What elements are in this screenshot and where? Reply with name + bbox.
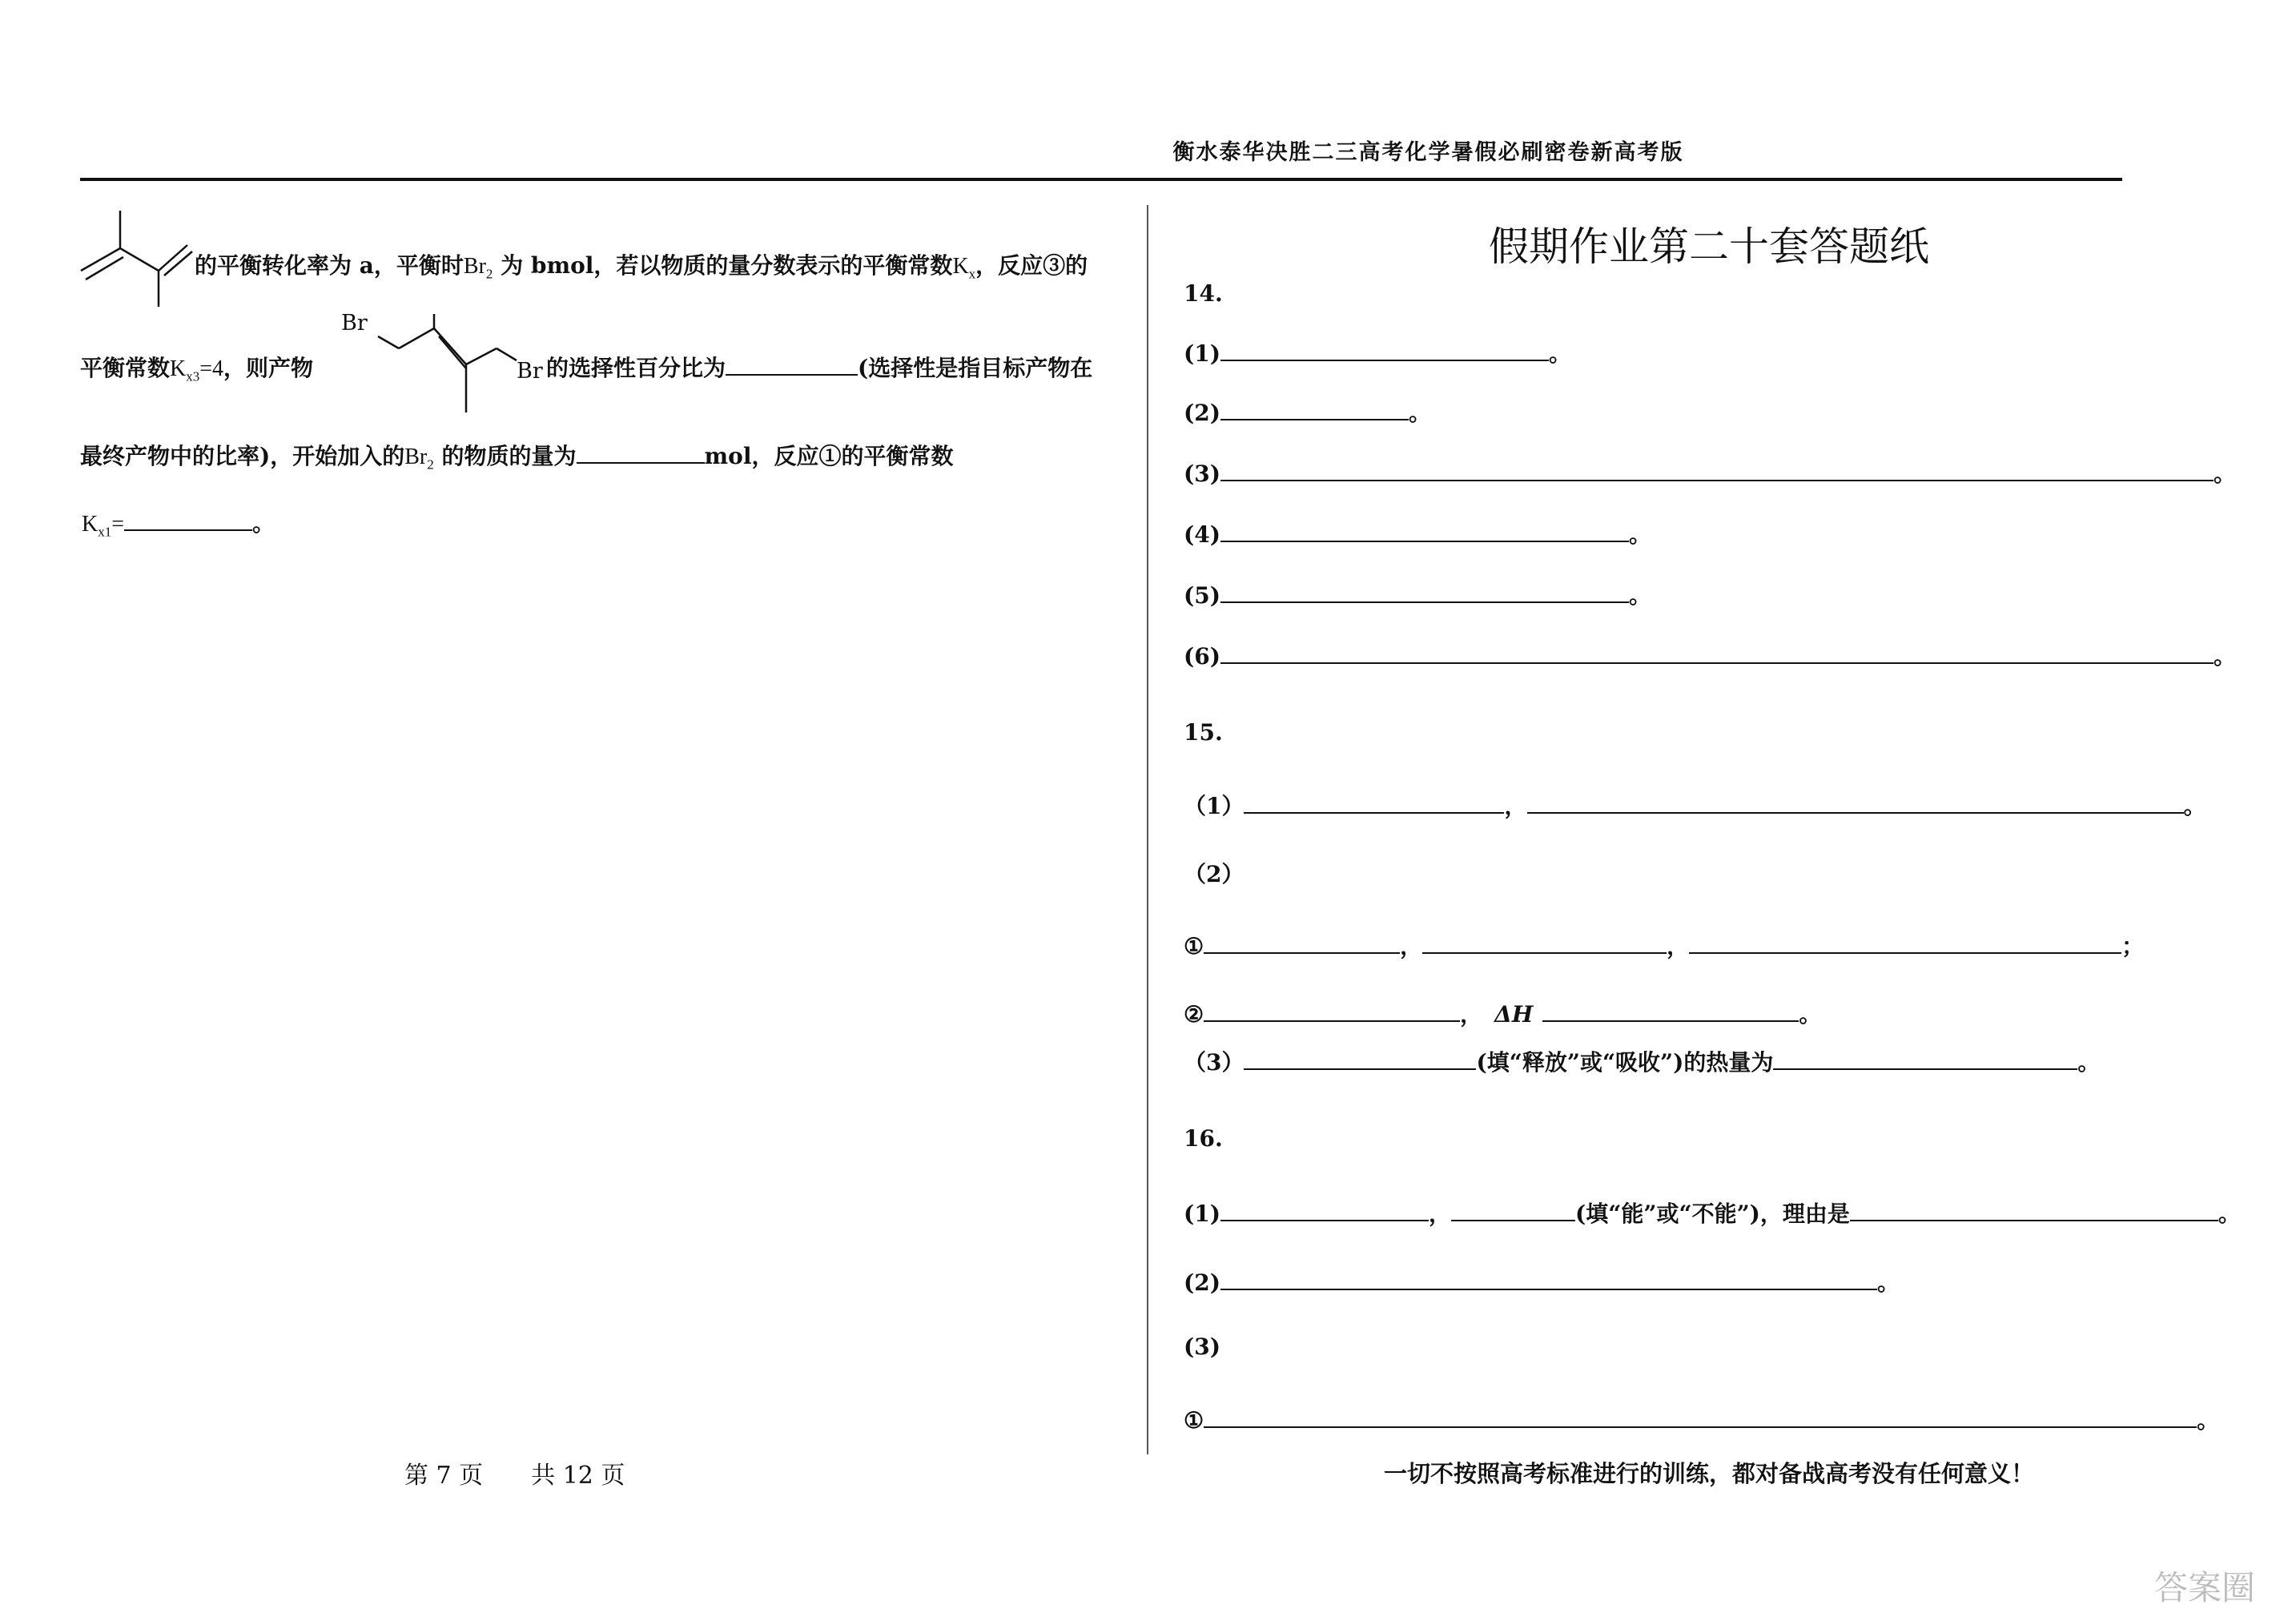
q16-number: 16. [1184,1125,1223,1152]
q14-number: 14. [1184,280,1223,307]
q16-1-blank-a[interactable] [1220,1199,1429,1221]
q16-3-1-blank[interactable] [1204,1406,2197,1428]
q15-2-1-blank-c[interactable] [1689,931,2121,954]
question-line-2-start: 平衡常数$K_{x3}=4$，则产物 [80,355,314,384]
question-line-4: $K_{x1}=$ 。 [82,510,275,540]
q16-3-1: ① 。 [1184,1407,2220,1434]
q15-3: （3） (填“释放”或“吸收”)的热量为 。 [1184,1049,2101,1076]
selectivity-blank[interactable] [726,353,858,376]
q14-1-blank[interactable] [1220,339,1549,361]
q16-1-blank-b[interactable] [1451,1199,1575,1221]
q14-6-blank[interactable] [1220,642,2214,664]
q15-2-1-blank-a[interactable] [1204,931,1400,954]
q16-2-blank[interactable] [1220,1268,1877,1290]
structure-br-left: Br [341,311,368,336]
question-line-3: 最终产物中的比率)，开始加入的$Br_2$ 的物质的量为 mol，反应①的平衡常数 [80,443,954,473]
column-divider [1147,205,1148,1454]
q14-6: (6) 。 [1184,643,2236,670]
motto: 一切不按照高考标准进行的训练，都对备战高考没有任何意义！ [1383,1460,2034,1487]
q15-2-2: ② ， ΔH 。 [1184,1001,1822,1028]
q16-3: (3) [1184,1333,1220,1360]
q15-2-2-blank-a[interactable] [1204,1000,1460,1022]
q15-1-blank-a[interactable] [1244,791,1504,814]
structure-br-right: Br [517,359,543,384]
br2-amount-blank[interactable] [577,441,705,464]
q16-1-blank-c[interactable] [1850,1199,2218,1221]
q16-1: (1) ， (填“能”或“不能”)，理由是 。 [1184,1201,2241,1227]
kx1-blank[interactable] [124,509,252,531]
page-number: 第 7 页 共 12 页 [404,1462,625,1490]
q15-number: 15. [1184,719,1223,746]
q14-3: (3) 。 [1184,461,2236,487]
q14-1: (1) 。 [1184,340,1571,367]
q14-2-blank[interactable] [1220,398,1409,420]
q15-1: （1） ， 。 [1184,793,2206,819]
q15-2-1: ① ， ， ； [1184,933,2145,959]
q15-3-blank-a[interactable] [1244,1048,1476,1070]
q14-5: (5) 。 [1184,582,1651,609]
q14-4: (4) 。 [1184,521,1651,548]
q14-3-blank[interactable] [1220,459,2214,481]
q14-5-blank[interactable] [1220,581,1629,603]
dibromide-structure [376,312,521,416]
q15-2: （2） [1184,861,1245,887]
q14-4-blank[interactable] [1220,520,1629,542]
answer-sheet-title: 假期作业第二十套答题纸 [1489,223,1929,270]
q14-2: (2) 。 [1184,400,1431,426]
q16-2: (2) 。 [1184,1269,1900,1296]
q15-2-2-blank-b[interactable] [1542,1000,1799,1022]
isoprene-structure [78,207,195,311]
page-header: 衡水泰华决胜二三高考化学暑假必刷密卷新高考版 [1172,140,1684,165]
question-line-1: 的平衡转化率为 a，平衡时$Br_2$ 为 bmol，若以物质的量分数表示的平衡常数$K_x$，反应③的 [195,252,1088,282]
q15-3-blank-b[interactable] [1773,1048,2077,1070]
header-rule [80,178,2122,181]
q15-1-blank-b[interactable] [1527,791,2184,814]
question-line-2-end: 的选择性百分比为 (选择性是指目标产物在 [546,355,1093,381]
q15-2-1-blank-b[interactable] [1422,931,1667,954]
watermark-logo: 答案圈 [2154,1568,2256,1607]
